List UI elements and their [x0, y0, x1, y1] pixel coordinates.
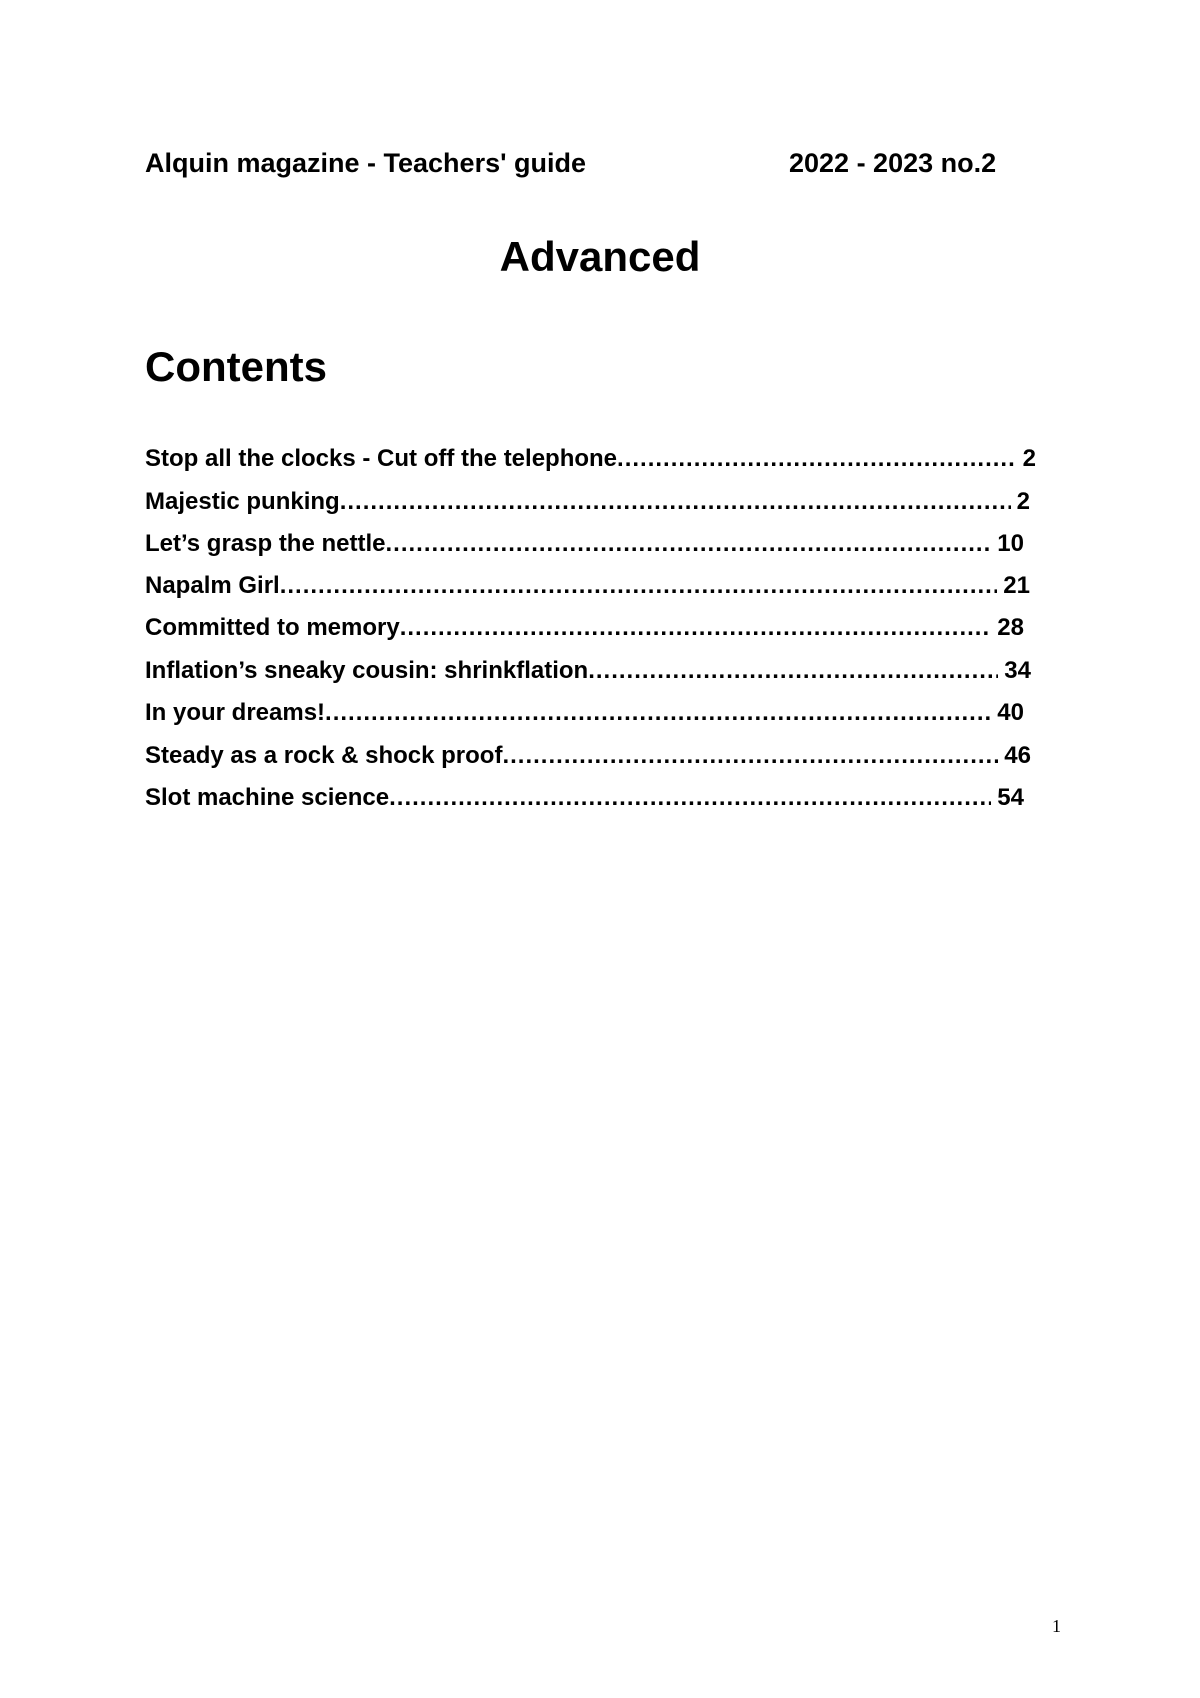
toc-entry[interactable] — [145, 530, 1024, 562]
toc-entry[interactable] — [145, 445, 1036, 477]
toc-entry-page: 2 — [1022, 445, 1036, 472]
toc-entry-title: Napalm Girl — [145, 572, 280, 599]
toc-leader-dots — [502, 742, 998, 770]
toc-entry[interactable] — [145, 488, 1030, 520]
toc-entry[interactable] — [145, 699, 1024, 731]
toc-leader-dots — [386, 530, 992, 558]
toc-entry[interactable] — [145, 657, 1031, 689]
toc-entry-title: Inflation’s sneaky cousin: shrinkflation — [145, 657, 589, 684]
toc-leader-dots — [400, 614, 992, 642]
toc-entry-page: 2 — [1016, 488, 1030, 515]
toc-entry-title: Steady as a rock & shock proof — [145, 742, 503, 769]
toc-entry[interactable] — [145, 572, 1030, 604]
toc-leader-dots — [325, 699, 991, 727]
toc-entry-page: 40 — [997, 699, 1024, 726]
toc-entry-title: Committed to memory — [145, 614, 400, 641]
level-title: Advanced — [499, 233, 701, 280]
toc-entry-page: 54 — [997, 784, 1024, 811]
toc-leader-dots — [340, 488, 1011, 516]
header-publication-title: Alquin magazine - Teachers' guide — [145, 148, 587, 178]
page-number: 1 — [1052, 1616, 1061, 1636]
contents-heading: Contents — [145, 343, 327, 390]
toc-leader-dots — [617, 445, 1017, 473]
toc-leader-dots — [588, 657, 998, 685]
toc-entry[interactable] — [145, 784, 1024, 816]
toc-entry-title: Stop all the clocks - Cut off the telephone — [145, 445, 618, 472]
toc-entry-page: 28 — [997, 614, 1024, 641]
toc-entry-title: Let’s grasp the nettle — [145, 530, 386, 557]
toc-entry-page: 34 — [1004, 657, 1031, 684]
toc-entry[interactable] — [145, 742, 1031, 774]
toc-entry-page: 10 — [997, 530, 1024, 557]
toc-entry-page: 21 — [1003, 572, 1030, 599]
toc-entry-title: Majestic punking — [145, 488, 340, 515]
toc-leader-dots — [389, 784, 991, 812]
toc-entry[interactable] — [145, 614, 1024, 646]
toc-entry-title: In your dreams! — [145, 699, 326, 726]
toc-leader-dots — [280, 572, 998, 600]
toc-entry-page: 46 — [1004, 742, 1031, 769]
header-issue: 2022 - 2023 no.2 — [789, 148, 997, 178]
toc-entry-title: Slot machine science — [145, 784, 390, 811]
